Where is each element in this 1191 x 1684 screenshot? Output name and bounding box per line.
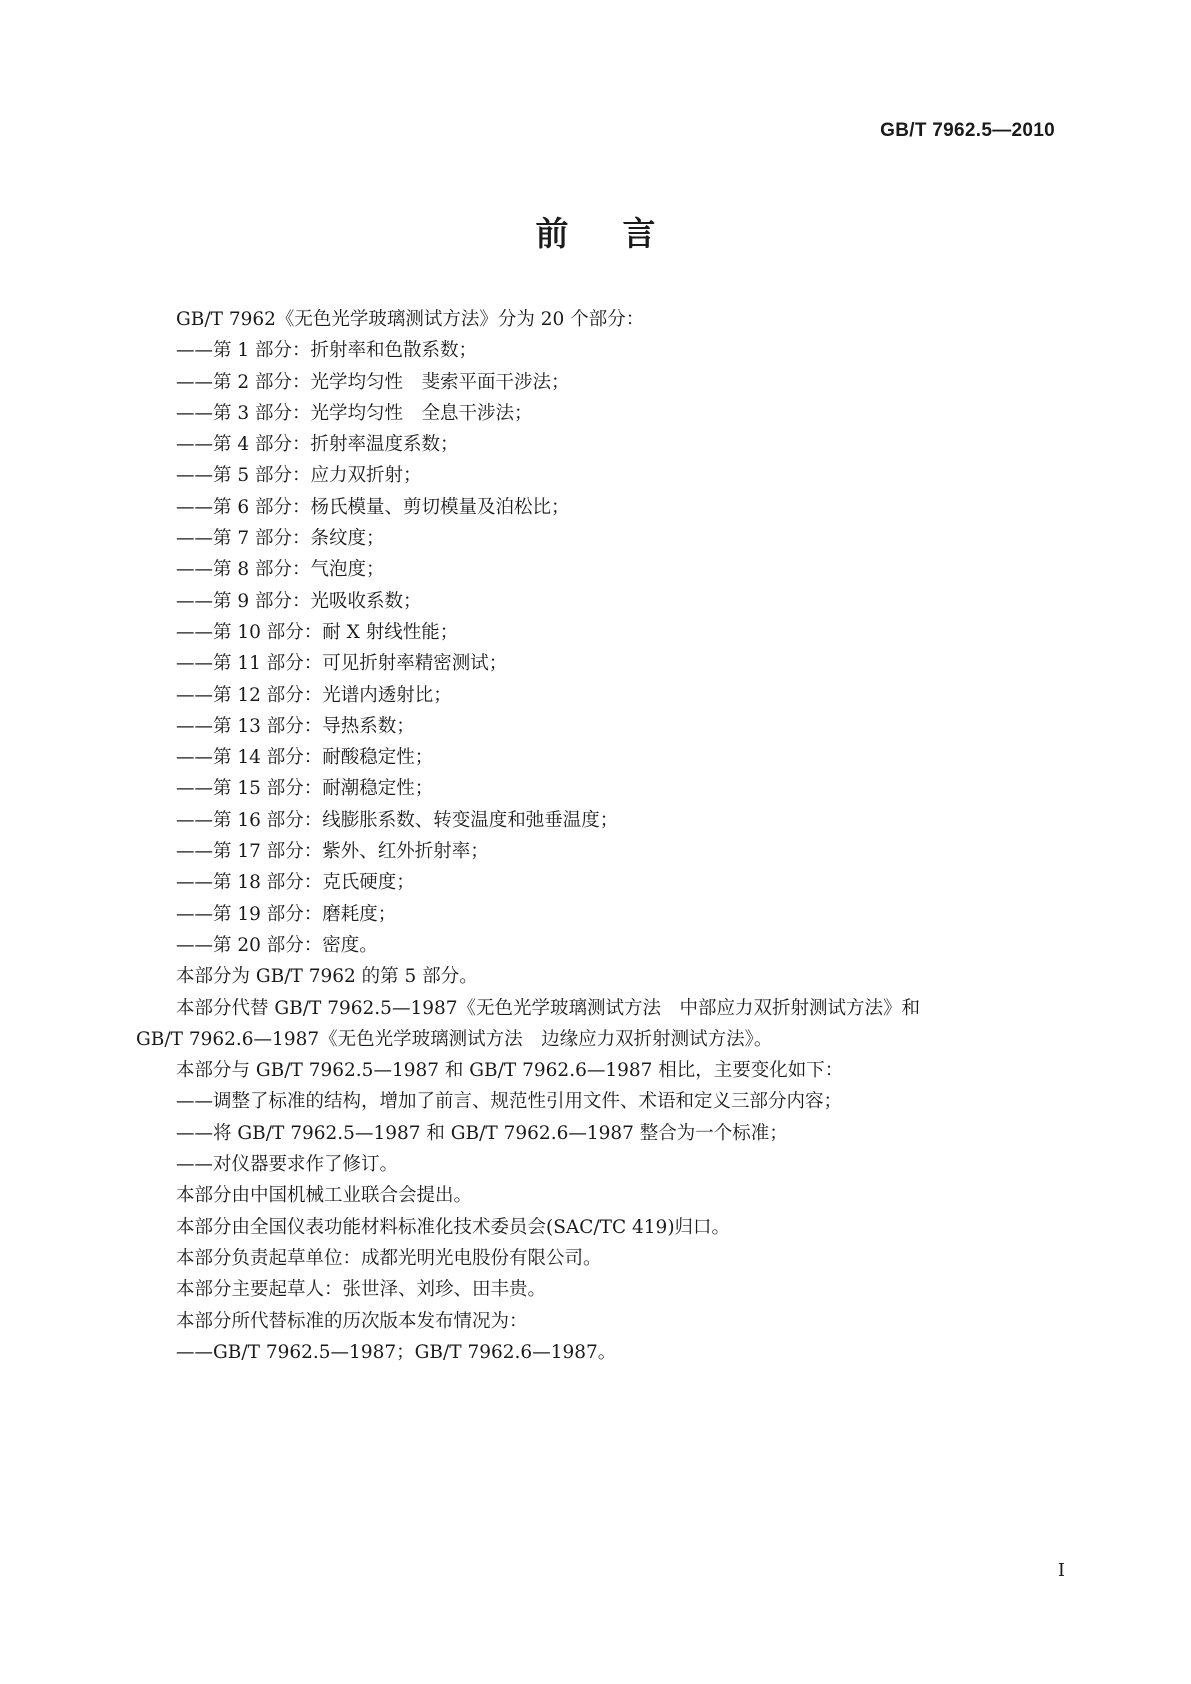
part-item: ——第 3 部分：光学均匀性 全息干涉法； [176,402,533,424]
page-title: 前言 [535,214,710,253]
intro-paragraph: GB/T 7962《无色光学玻璃测试方法》分为 20 个部分： [176,309,645,330]
part-item: ——第 10 部分：耐 X 射线性能； [176,621,459,643]
drafters-paragraph: 本部分主要起草人：张世泽、刘珍、田丰贵。 [176,1279,547,1301]
foreword-body [136,304,1066,1368]
part-item: ——第 17 部分：紫外、红外折射率； [176,841,489,863]
centralized-by-paragraph: 本部分由全国仪表功能材料标准化技术委员会(SAC/TC 419)归口。 [176,1216,731,1238]
part-item: ——第 14 部分：耐酸稳定性； [176,747,434,769]
drafting-unit-paragraph: 本部分负责起草单位：成都光明光电股份有限公司。 [176,1247,602,1269]
part-item: ——第 5 部分：应力双折射； [176,465,422,487]
proposed-by-paragraph: 本部分由中国机械工业联合会提出。 [176,1185,473,1207]
part-item: ——第 1 部分：折射率和色散系数； [176,340,478,362]
page-number: I [1057,1560,1065,1581]
change-item: ——对仪器要求作了修订。 [176,1154,399,1176]
part-item: ——第 9 部分：光吸收系数； [176,590,422,612]
standard-number: GB/T 7962.5—2010 [880,120,1055,141]
part-item: ——第 6 部分：杨氏模量、剪切模量及泊松比； [176,496,570,518]
part-item: ——第 4 部分：折射率温度系数； [176,434,459,456]
change-item: ——将 GB/T 7962.5—1987 和 GB/T 7962.6—1987 整合为一个标准； [176,1122,788,1144]
part-item: ——第 18 部分：克氏硬度； [176,872,415,894]
part-item: ——第 13 部分：导热系数； [176,715,415,737]
part-item: ——第 20 部分：密度。 [176,934,378,956]
part-item: ——第 19 部分：磨耗度； [176,903,397,925]
part-item: ——第 2 部分：光学均匀性 斐索平面干涉法； [176,371,570,393]
this-part-paragraph: 本部分为 GB/T 7962 的第 5 部分。 [176,966,478,988]
part-item: ——第 15 部分：耐潮稳定性； [176,778,434,800]
history-item: ——GB/T 7962.5—1987；GB/T 7962.6—1987。 [176,1341,617,1363]
change-item: ——调整了标准的结构，增加了前言、规范性引用文件、术语和定义三部分内容； [176,1091,843,1113]
replaces-paragraph-line2: GB/T 7962.6—1987《无色光学玻璃测试方法 边缘应力双折射测试方法》。 [136,1028,773,1050]
part-item: ——第 12 部分：光谱内透射比； [176,684,452,706]
part-item: ——第 16 部分：线膨胀系数、转变温度和弛垂温度； [176,809,619,831]
replaces-paragraph-line1: 本部分代替 GB/T 7962.5—1987《无色光学玻璃测试方法 中部应力双折射测试方法》和 [176,997,921,1019]
changes-intro-paragraph: 本部分与 GB/T 7962.5—1987 和 GB/T 7962.6—1987 相比，主要变化如下： [176,1060,844,1082]
part-item: ——第 11 部分：可见折射率精密测试； [176,653,508,675]
history-intro-paragraph: 本部分所代替标准的历次版本发布情况为： [176,1310,528,1332]
part-item: ——第 8 部分：气泡度； [176,559,385,581]
part-item: ——第 7 部分：条纹度； [176,528,385,550]
